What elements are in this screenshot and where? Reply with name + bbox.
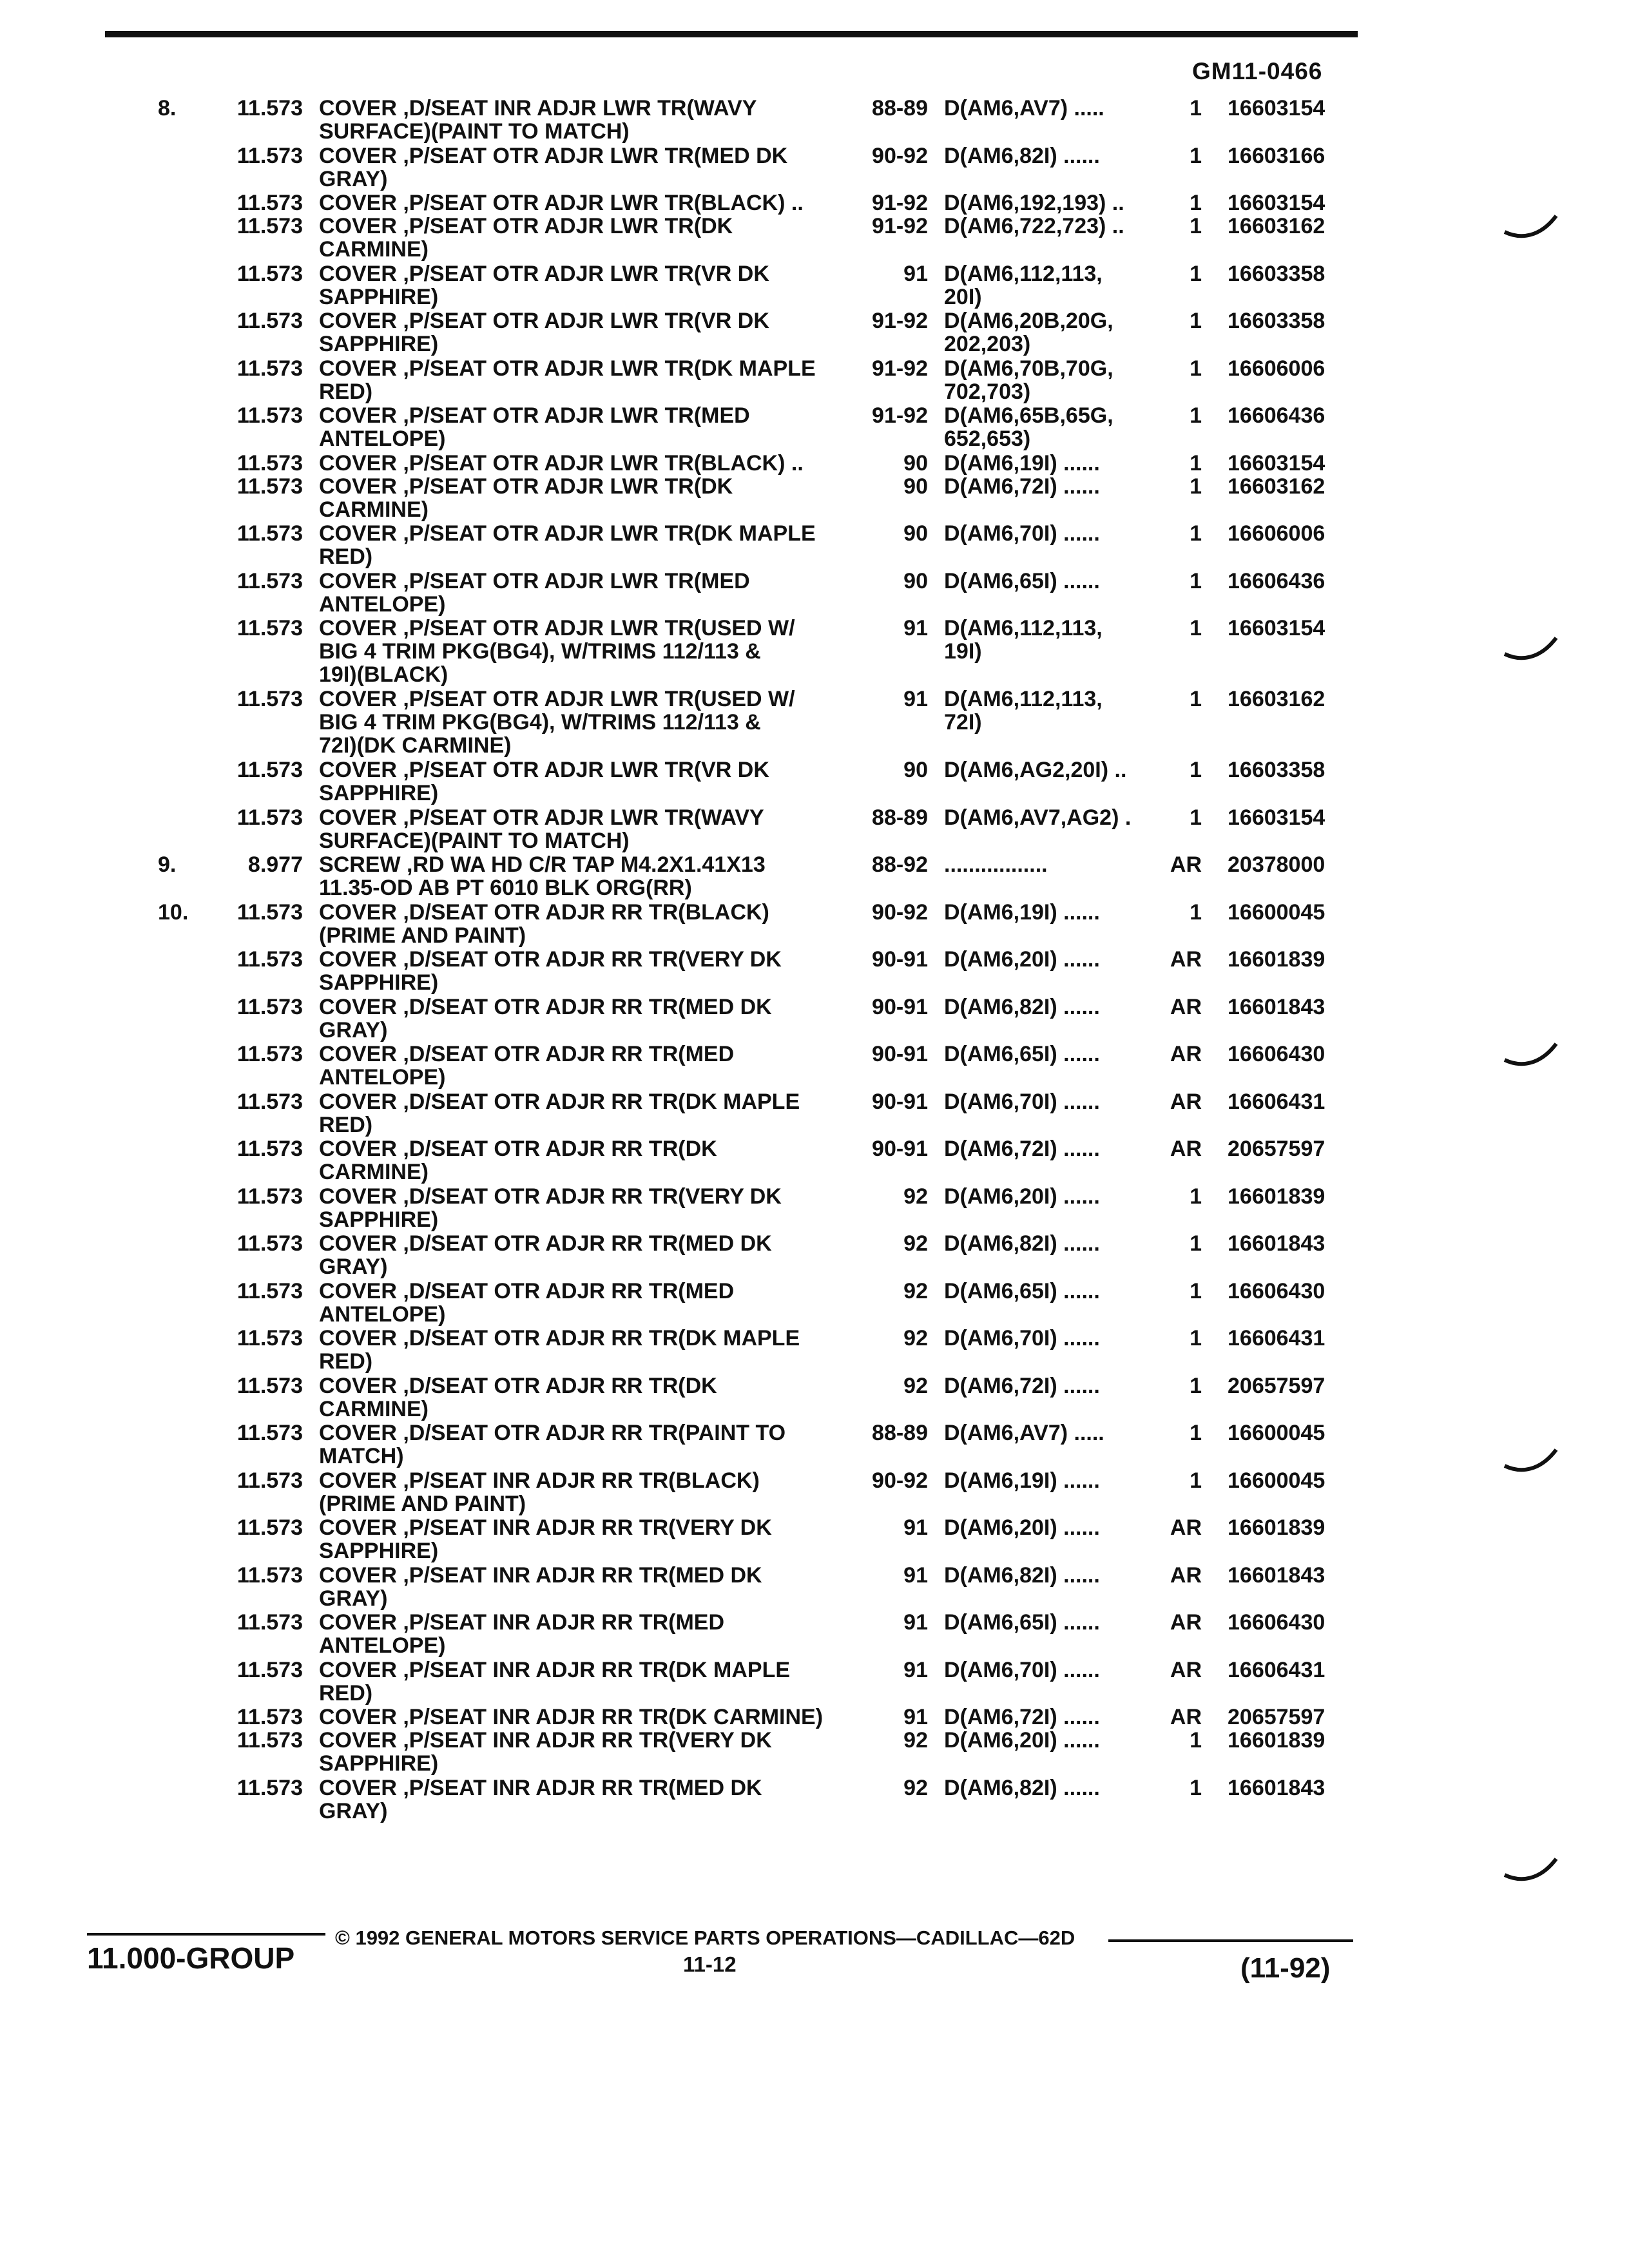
part-description: COVER ,P/SEAT INR ADJR RR TR(MED ANTELOPE) [319,1610,725,1658]
part-number: 16606436 [1228,403,1325,428]
parts-row [0,191,1629,215]
group-number: 11.573 [236,1137,303,1161]
option-codes: D(AM6,65I) ...... [944,1042,1100,1066]
option-codes: D(AM6,112,113, 19I) [944,616,1103,664]
quantity: 1 [1190,261,1202,286]
quantity: 1 [1190,521,1202,546]
model-years: 91 [903,687,928,711]
model-years: 91 [903,1610,928,1635]
option-codes: D(AM6,72I) ...... [944,1373,1100,1398]
group-number: 11.573 [236,1728,303,1753]
parts-row [0,995,1629,1043]
option-codes: ................. [944,852,1048,877]
model-years: 90 [903,758,928,782]
quantity: 1 [1190,758,1202,782]
option-codes: D(AM6,722,723) .. [944,214,1124,238]
model-years: 90-91 [872,1089,928,1114]
part-number: 16606430 [1228,1610,1325,1635]
catalog-code: GM11-0466 [1192,58,1323,84]
quantity: 1 [1190,687,1202,711]
option-codes: D(AM6,65I) ...... [944,1610,1100,1635]
parts-row [0,1658,1629,1706]
option-codes: D(AM6,82I) ...... [944,1231,1100,1256]
part-description: COVER ,P/SEAT INR ADJR RR TR(MED DK GRAY) [319,1775,762,1823]
model-years: 88-89 [872,805,928,830]
part-number: 16601843 [1228,1562,1325,1588]
group-label: 11.000-GROUP [87,1941,295,1975]
group-number: 11.573 [236,899,303,925]
option-codes: D(AM6,AV7,AG2) . [944,805,1132,830]
parts-row [0,617,1629,687]
part-number: 16603358 [1228,261,1325,286]
option-codes: D(AM6,82I) ...... [944,1775,1100,1800]
parts-row [0,357,1629,405]
quantity: AR [1170,1089,1202,1114]
parts-row [0,806,1629,854]
quantity: 1 [1190,1278,1202,1303]
part-description: COVER ,D/SEAT OTR ADJR RR TR(VERY DK SAPPHIRE) [319,1184,782,1232]
group-number: 11.573 [236,214,303,238]
option-codes: D(AM6,65I) ...... [944,1278,1100,1303]
part-description: COVER ,P/SEAT OTR ADJR LWR TR(USED W/ BIG 4 TRIM PKG(BG4), W/TRIMS 112/113 & 19I)(BLACK) [319,616,795,687]
model-years: 92 [903,1278,928,1303]
option-codes: D(AM6,20B,20G, 202,203) [944,309,1113,356]
parts-row [0,144,1629,192]
binder-hook-icon [1501,213,1559,238]
group-number: 11.573 [236,1562,303,1588]
part-number: 16601839 [1228,1728,1325,1753]
model-years: 91-92 [872,214,928,238]
part-number: 16603162 [1228,687,1325,711]
ref-number: 10. [158,899,189,925]
model-years: 92 [903,1326,928,1350]
model-years: 90-92 [872,143,928,168]
quantity: AR [1170,1610,1202,1635]
group-number: 11.573 [236,1042,303,1066]
group-number: 8.977 [247,852,303,877]
group-number: 11.573 [236,309,303,333]
part-number: 16603154 [1228,96,1325,120]
parts-row [0,853,1629,901]
part-number: 16601843 [1228,994,1325,1019]
group-number: 11.573 [236,261,303,286]
option-codes: D(AM6,70I) ...... [944,1326,1100,1350]
part-number: 16606006 [1228,356,1325,381]
part-number: 16603154 [1228,805,1325,830]
option-codes: D(AM6,70B,70G, 702,703) [944,356,1113,404]
part-number: 16606006 [1228,521,1325,546]
part-number: 16603154 [1228,191,1325,215]
part-number: 16603162 [1228,214,1325,238]
group-number: 11.573 [236,1089,303,1114]
part-number: 16606431 [1228,1089,1325,1114]
parts-row [0,97,1629,144]
group-number: 11.573 [236,474,303,499]
part-description: COVER ,P/SEAT INR ADJR RR TR(VERY DK SAPPHIRE) [319,1728,772,1776]
quantity: 1 [1190,1728,1202,1753]
model-years: 90 [903,450,928,476]
parts-row [0,522,1629,570]
parts-row [0,1327,1629,1374]
model-years: 88-89 [872,96,928,120]
part-number: 16603154 [1228,450,1325,476]
binder-hook-icon [1501,1856,1559,1881]
group-number: 11.573 [236,1610,303,1635]
part-number: 20657597 [1228,1137,1325,1161]
part-number: 16606430 [1228,1042,1325,1066]
option-codes: D(AM6,AV7) ..... [944,1421,1104,1445]
parts-row [0,1469,1629,1517]
part-description: COVER ,P/SEAT OTR ADJR LWR TR(VR DK SAPPHIRE) [319,309,769,356]
part-description: COVER ,D/SEAT OTR ADJR RR TR(DK MAPLE RED) [319,1326,800,1374]
model-years: 91-92 [872,309,928,333]
parts-row [0,1232,1629,1280]
quantity: AR [1170,1042,1202,1066]
parts-row [0,1043,1629,1090]
part-number: 16606431 [1228,1657,1325,1682]
quantity: 1 [1190,616,1202,640]
binder-hook-icon [1501,1446,1559,1472]
group-number: 11.573 [236,1184,303,1209]
option-codes: D(AM6,72I) ...... [944,1137,1100,1161]
model-years: 88-89 [872,1421,928,1445]
option-codes: D(AM6,65I) ...... [944,568,1100,593]
ref-number: 8. [158,96,177,120]
parts-row [0,1280,1629,1327]
part-description: COVER ,P/SEAT OTR ADJR LWR TR(MED ANTELOPE) [319,568,750,617]
parts-row [0,758,1629,806]
part-description: COVER ,P/SEAT OTR ADJR LWR TR(VR DK SAPPHIRE) [319,261,769,309]
part-description: COVER ,P/SEAT OTR ADJR LWR TR(VR DK SAPPHIRE) [319,758,769,805]
part-description: COVER ,P/SEAT INR ADJR RR TR(VERY DK SAPPHIRE) [319,1515,772,1563]
group-number: 11.573 [236,403,303,428]
model-years: 91 [903,1515,928,1540]
quantity: 1 [1190,1775,1202,1800]
part-description: COVER ,D/SEAT INR ADJR LWR TR(WAVY SURFACE)(PAINT TO MATCH) [319,96,757,144]
quantity: 1 [1190,1231,1202,1256]
model-years: 91 [903,1705,928,1729]
model-years: 92 [903,1373,928,1398]
option-codes: D(AM6,20I) ...... [944,1728,1100,1753]
parts-row [0,1137,1629,1185]
option-codes: D(AM6,19I) ...... [944,450,1100,476]
part-description: COVER ,P/SEAT INR ADJR RR TR(DK MAPLE RED) [319,1657,791,1706]
quantity: AR [1170,1705,1202,1729]
group-number: 11.573 [236,1705,303,1729]
part-description: COVER ,D/SEAT OTR ADJR RR TR(DK MAPLE RED) [319,1089,800,1137]
group-number: 11.573 [236,687,303,711]
parts-row [0,475,1629,523]
part-description: COVER ,P/SEAT OTR ADJR LWR TR(USED W/ BIG 4 TRIM PKG(BG4), W/TRIMS 112/113 & 72I)(DK CARMINE) [319,687,795,758]
model-years: 91-92 [872,403,928,428]
group-number: 11.573 [236,568,303,593]
footer-rule-left [87,1933,325,1936]
quantity: AR [1170,1515,1202,1540]
part-description: COVER ,D/SEAT OTR ADJR RR TR(PAINT TO MATCH) [319,1421,786,1468]
parts-row [0,570,1629,617]
part-description: COVER ,D/SEAT OTR ADJR RR TR(MED ANTELOPE) [319,1278,735,1327]
group-number: 11.573 [236,356,303,381]
copyright-line: © 1992 GENERAL MOTORS SERVICE PARTS OPERATIONS—CADILLAC—62D [335,1927,1075,1949]
part-description: COVER ,D/SEAT OTR ADJR RR TR(MED ANTELOPE) [319,1042,735,1090]
part-description: COVER ,D/SEAT OTR ADJR RR TR(BLACK) (PRIME AND PAINT) [319,899,769,948]
quantity: 1 [1190,1421,1202,1445]
parts-row [0,1564,1629,1611]
parts-row [0,1185,1629,1233]
footer-rule-right [1108,1939,1353,1942]
model-years: 92 [903,1184,928,1209]
part-description: COVER ,P/SEAT INR ADJR RR TR(MED DK GRAY) [319,1562,762,1611]
group-number: 11.573 [236,805,303,830]
part-number: 16601839 [1228,1184,1325,1209]
part-number: 16601839 [1228,1515,1325,1540]
parts-row [0,1706,1629,1729]
group-number: 11.573 [236,1373,303,1398]
part-number: 16603166 [1228,143,1325,168]
option-codes: D(AM6,82I) ...... [944,143,1100,168]
parts-row [0,1421,1629,1469]
part-number: 16606436 [1228,568,1325,593]
group-number: 11.573 [236,1468,303,1493]
part-description: COVER ,D/SEAT OTR ADJR RR TR(VERY DK SAPPHIRE) [319,947,782,995]
quantity: AR [1170,1657,1202,1682]
model-years: 91-92 [872,356,928,381]
group-number: 11.573 [236,450,303,476]
model-years: 90 [903,568,928,593]
part-number: 20657597 [1228,1705,1325,1729]
model-years: 91 [903,616,928,640]
model-years: 90 [903,474,928,499]
option-codes: D(AM6,AG2,20I) .. [944,758,1127,782]
model-years: 90-91 [872,1042,928,1066]
quantity: AR [1170,994,1202,1019]
quantity: 1 [1190,143,1202,168]
part-description: COVER ,D/SEAT OTR ADJR RR TR(MED DK GRAY) [319,1231,772,1279]
quantity: 1 [1190,214,1202,238]
model-years: 92 [903,1728,928,1753]
model-years: 92 [903,1231,928,1256]
parts-row [0,1516,1629,1564]
model-years: 90 [903,521,928,546]
group-number: 11.573 [236,994,303,1019]
quantity: 1 [1190,309,1202,333]
part-description: COVER ,P/SEAT OTR ADJR LWR TR(BLACK) .. [319,191,804,215]
part-number: 16600045 [1228,899,1325,925]
group-number: 11.573 [236,1278,303,1303]
part-description: COVER ,P/SEAT OTR ADJR LWR TR(DK MAPLE RED) [319,521,816,569]
option-codes: D(AM6,70I) ...... [944,521,1100,546]
part-number: 16606431 [1228,1326,1325,1350]
option-codes: D(AM6,19I) ...... [944,1468,1100,1493]
part-description: COVER ,P/SEAT OTR ADJR LWR TR(BLACK) .. [319,450,804,476]
group-number: 11.573 [236,1326,303,1350]
option-codes: D(AM6,192,193) .. [944,191,1124,215]
parts-row [0,901,1629,948]
quantity: 1 [1190,1373,1202,1398]
part-description: COVER ,P/SEAT OTR ADJR LWR TR(MED ANTELOPE) [319,403,750,451]
quantity: 1 [1190,450,1202,476]
parts-row [0,1611,1629,1658]
group-number: 11.573 [236,191,303,215]
group-number: 11.573 [236,143,303,168]
group-number: 11.573 [236,521,303,546]
parts-row [0,309,1629,357]
part-number: 16603358 [1228,309,1325,333]
quantity: AR [1170,852,1202,877]
parts-row [0,404,1629,452]
part-description: COVER ,P/SEAT OTR ADJR LWR TR(DK CARMINE) [319,474,733,522]
model-years: 91 [903,1657,928,1682]
group-number: 11.573 [236,1421,303,1445]
part-description: COVER ,P/SEAT INR ADJR RR TR(DK CARMINE) [319,1705,824,1729]
option-codes: D(AM6,82I) ...... [944,994,1100,1019]
quantity: 1 [1190,191,1202,215]
top-rule [105,31,1358,37]
option-codes: D(AM6,70I) ...... [944,1657,1100,1682]
group-number: 11.573 [236,96,303,120]
quantity: 1 [1190,356,1202,381]
group-number: 11.573 [236,616,303,640]
part-description: COVER ,P/SEAT OTR ADJR LWR TR(DK MAPLE RED) [319,356,816,404]
part-description: COVER ,P/SEAT OTR ADJR LWR TR(WAVY SURFACE)(PAINT TO MATCH) [319,805,764,853]
parts-row [0,262,1629,310]
part-number: 20378000 [1228,852,1325,877]
model-years: 90-92 [872,1468,928,1493]
part-number: 20657597 [1228,1373,1325,1398]
option-codes: D(AM6,20I) ...... [944,1515,1100,1540]
quantity: 1 [1190,403,1202,428]
quantity: 1 [1190,1184,1202,1209]
part-description: COVER ,D/SEAT OTR ADJR RR TR(DK CARMINE) [319,1137,717,1184]
part-description: COVER ,D/SEAT OTR ADJR RR TR(MED DK GRAY) [319,994,772,1043]
part-description: COVER ,P/SEAT OTR ADJR LWR TR(MED DK GRAY) [319,143,788,191]
quantity: AR [1170,947,1202,972]
model-years: 90-91 [872,1137,928,1161]
part-description: COVER ,P/SEAT OTR ADJR LWR TR(DK CARMINE) [319,214,733,262]
part-number: 16601843 [1228,1775,1325,1800]
parts-row [0,1776,1629,1824]
group-number: 11.573 [236,1657,303,1682]
ref-number: 9. [158,852,177,877]
option-codes: D(AM6,19I) ...... [944,899,1100,925]
group-number: 11.573 [236,1231,303,1256]
quantity: 1 [1190,805,1202,830]
parts-list [0,97,1629,1823]
quantity: AR [1170,1137,1202,1161]
parts-row [0,948,1629,995]
group-number: 11.573 [236,1515,303,1540]
quantity: AR [1170,1562,1202,1588]
part-number: 16600045 [1228,1421,1325,1445]
quantity: 1 [1190,1468,1202,1493]
part-description: SCREW ,RD WA HD C/R TAP M4.2X1.41X13 11.35-OD AB PT 6010 BLK ORG(RR) [319,852,766,900]
group-number: 11.573 [236,1775,303,1800]
quantity: 1 [1190,568,1202,593]
model-years: 90-91 [872,947,928,972]
binder-hook-icon [1501,1041,1559,1066]
option-codes: D(AM6,20I) ...... [944,947,1100,972]
part-number: 16601839 [1228,947,1325,972]
group-number: 11.573 [236,758,303,782]
option-codes: D(AM6,112,113, 72I) [944,687,1103,735]
option-codes: D(AM6,72I) ...... [944,474,1100,499]
edition-date: (11-92) [1240,1952,1331,1984]
quantity: 1 [1190,899,1202,925]
parts-row [0,1090,1629,1138]
parts-row [0,1729,1629,1776]
model-years: 90-92 [872,899,928,925]
model-years: 91 [903,1562,928,1588]
model-years: 91 [903,261,928,286]
model-years: 92 [903,1775,928,1800]
parts-row [0,452,1629,475]
model-years: 90-91 [872,994,928,1019]
quantity: 1 [1190,474,1202,499]
parts-row [0,215,1629,262]
quantity: 1 [1190,96,1202,120]
option-codes: D(AM6,65B,65G, 652,653) [944,403,1113,451]
part-description: COVER ,D/SEAT OTR ADJR RR TR(DK CARMINE) [319,1373,717,1421]
option-codes: D(AM6,72I) ...... [944,1705,1100,1729]
part-number: 16603154 [1228,616,1325,640]
parts-row [0,1374,1629,1422]
option-codes: D(AM6,82I) ...... [944,1562,1100,1588]
quantity: 1 [1190,1326,1202,1350]
option-codes: D(AM6,112,113, 20I) [944,261,1103,309]
binder-hook-icon [1501,635,1559,660]
option-codes: D(AM6,AV7) ..... [944,96,1104,120]
part-number: 16601843 [1228,1231,1325,1256]
model-years: 88-92 [872,852,928,877]
parts-row [0,687,1629,758]
part-number: 16600045 [1228,1468,1325,1493]
part-number: 16606430 [1228,1278,1325,1303]
part-description: COVER ,P/SEAT INR ADJR RR TR(BLACK) (PRIME AND PAINT) [319,1468,760,1516]
page-number: 11-12 [683,1952,737,1976]
part-number: 16603162 [1228,474,1325,499]
model-years: 91-92 [872,191,928,215]
option-codes: D(AM6,20I) ...... [944,1184,1100,1209]
part-number: 16603358 [1228,758,1325,782]
group-number: 11.573 [236,947,303,972]
option-codes: D(AM6,70I) ...... [944,1089,1100,1114]
